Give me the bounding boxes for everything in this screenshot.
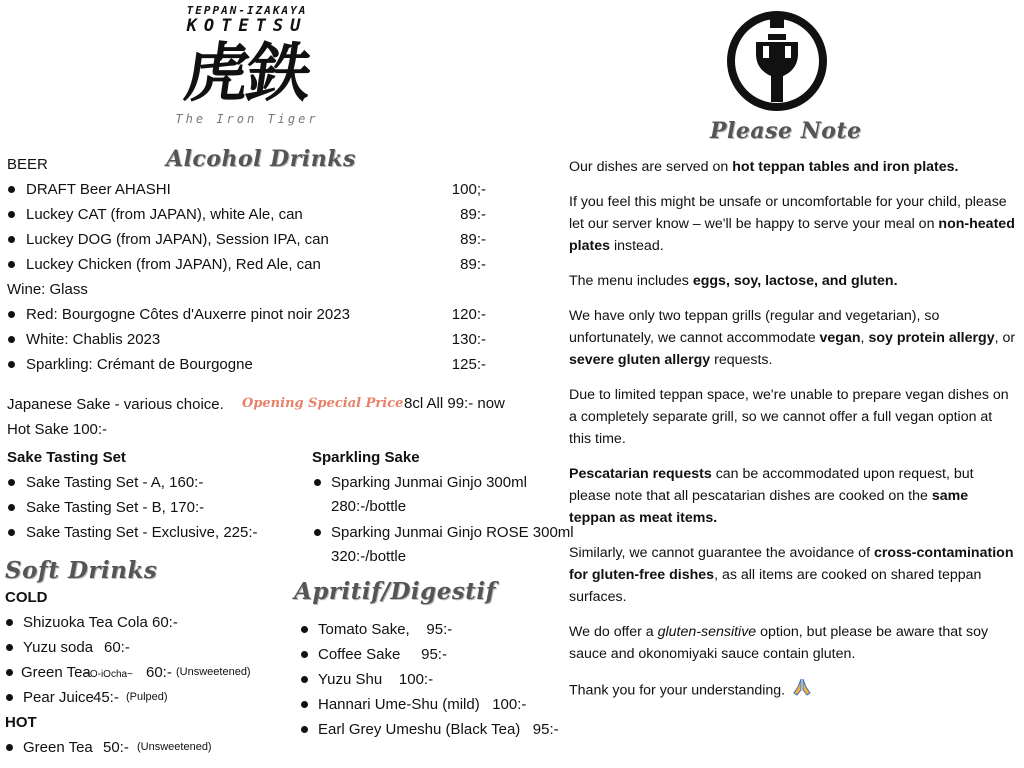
soft-drink-name: Pear Juice [23, 689, 94, 706]
beer-name: DRAFT Beer AHASHI [26, 181, 171, 198]
aperitif-item: Yuzu Shu 100:- [318, 671, 434, 688]
aperitif-heading: Apritif/Digestif [294, 578, 497, 605]
beer-price: 89:- [460, 206, 486, 223]
note-paragraph [569, 678, 1017, 703]
bullet-icon [301, 726, 308, 733]
wine-price: 120:- [451, 306, 486, 323]
soft-drink-price: 60:- [152, 614, 178, 631]
soft-drink-name: Green Tea [23, 739, 93, 756]
sake-tasting-item: Sake Tasting Set - B, 170:- [26, 499, 205, 516]
sake-line: Japanese Sake - various choice. [7, 396, 224, 413]
soft-drink-name: Yuzu soda [23, 639, 94, 656]
bullet-icon [8, 211, 15, 218]
sake-tasting-item: Sake Tasting Set - A, 160:- [26, 474, 204, 491]
sake-tasting-item: Sake Tasting Set - Exclusive, 225:- [26, 524, 258, 541]
soft-drink-subname: ~O-iOcha~ [84, 669, 133, 680]
bullet-icon [6, 744, 13, 751]
bullet-icon [8, 186, 15, 193]
logo-subtitle: The Iron Tiger [175, 112, 319, 126]
bullet-icon [8, 479, 15, 486]
wine-name: Red: Bourgogne Côtes d'Auxerre pinot noir 2023 [26, 306, 350, 323]
bullet-icon [314, 479, 321, 486]
bullet-icon [301, 651, 308, 658]
beer-price: 100;- [451, 181, 486, 198]
note-paragraph: Due to limited teppan space, we're unable to prepare vegan dishes on a completely separate grill, so we cannot offer a full vegan option at this time. [569, 387, 1009, 447]
sparkling-sake-name: Sparking Junmai Ginjo ROSE 300ml [331, 524, 574, 541]
bullet-icon [301, 626, 308, 633]
note-paragraph: Similarly, we cannot guarantee the avoidance of cross-contamination for gluten-free dishes, as all items are cooked on shared teppan surfaces. [569, 545, 1014, 605]
sparkling-sake-heading: Sparkling Sake [312, 449, 420, 466]
wine-name: Sparkling: Crémant de Bourgogne [26, 356, 253, 373]
teppan-spatula-icon [726, 10, 828, 112]
bullet-icon [301, 676, 308, 683]
special-price-text: 8cl All 99:- now [404, 395, 505, 412]
cold-label: COLD [5, 589, 48, 606]
soft-drink-name: Green Tea [21, 664, 91, 681]
logo [166, 4, 328, 140]
soft-drink-name: Shizuoka Tea Cola [23, 614, 148, 631]
bullet-icon [8, 361, 15, 368]
bullet-icon [6, 644, 13, 651]
note-paragraph: Our dishes are served on hot teppan tables and iron plates. [569, 159, 959, 175]
aperitif-item: Tomato Sake, 95:- [318, 621, 453, 638]
soft-drink-price: 45:- [93, 689, 119, 706]
logo-kanji: 虎鉄 [179, 36, 315, 111]
aperitif-item: Hannari Ume-Shu (mild) 100:- [318, 696, 527, 713]
bullet-icon [8, 504, 15, 511]
wine-price: 125:- [451, 356, 486, 373]
bullet-icon [8, 311, 15, 318]
soft-drink-price: 60:- [104, 639, 130, 656]
beer-name: Luckey CAT (from JAPAN), white Ale, can [26, 206, 303, 223]
bullet-icon [6, 694, 13, 701]
aperitif-item: Earl Grey Umeshu (Black Tea) 95:- [318, 721, 559, 738]
beer-name: Luckey Chicken (from JAPAN), Red Ale, can [26, 256, 321, 273]
logo-name: KOTETSU [186, 16, 308, 36]
pray-hands-icon [792, 678, 812, 703]
hot-label: HOT [5, 714, 37, 731]
sake-tasting-heading: Sake Tasting Set [7, 449, 126, 466]
note-paragraph: We do offer a gluten-sensitive option, but please be aware that soy sauce and okonomiyaki sauce contain gluten. [569, 624, 989, 662]
sparkling-sake-price: 280:-/bottle [331, 498, 407, 515]
beer-label: BEER [7, 156, 48, 173]
thank-you-text: Thank you for your understanding. [569, 682, 786, 699]
bullet-icon [8, 336, 15, 343]
wine-name: White: Chablis 2023 [26, 331, 161, 348]
soft-drink-price: 50:- [103, 739, 129, 756]
bullet-icon [301, 701, 308, 708]
bullet-icon [314, 529, 321, 536]
wine-price: 130:- [451, 331, 486, 348]
logo-top-text: TEPPAN-IZAKAYA [186, 4, 308, 17]
alcohol-drinks-heading: Alcohol Drinks [166, 146, 356, 172]
soft-drinks-heading: Soft Drinks [5, 557, 158, 584]
opening-special-label: Opening Special Price [242, 396, 404, 411]
note-paragraph: The menu includes eggs, soy, lactose, and gluten. [569, 273, 898, 289]
please-note-heading: Please Note [710, 118, 862, 144]
aperitif-item: Coffee Sake 95:- [318, 646, 447, 663]
beer-price: 89:- [460, 231, 486, 248]
bullet-icon [6, 619, 13, 626]
beer-name: Luckey DOG (from JAPAN), Session IPA, can [26, 231, 329, 248]
bullet-icon [8, 236, 15, 243]
note-paragraph: If you feel this might be unsafe or uncomfortable for your child, please let our server know – we'll be happy to serve your meal on non-heated plates instead. [569, 194, 1015, 254]
soft-drink-note: (Unsweetened) [176, 666, 251, 678]
beer-price: 89:- [460, 256, 486, 273]
allergy-notice [569, 156, 1017, 716]
bullet-icon [8, 529, 15, 536]
sparkling-sake-name: Sparking Junmai Ginjo 300ml [331, 474, 527, 491]
sparkling-sake-price: 320:-/bottle [331, 548, 407, 565]
hot-sake-line: Hot Sake 100:- [7, 421, 108, 438]
soft-drink-note: (Pulped) [126, 691, 168, 703]
soft-drink-price: 60:- [146, 664, 172, 681]
note-paragraph: We have only two teppan grills (regular and vegetarian), so unfortunately, we cannot accommodate vegan, soy protein allergy, or severe gluten allergy requests. [569, 308, 1016, 368]
bullet-icon [6, 669, 13, 676]
note-paragraph: Pescatarian requests can be accommodated upon request, but please note that all pescatarian dishes are cooked on the same teppan as meat items. [569, 466, 974, 526]
wine-label: Wine: Glass [7, 281, 88, 298]
soft-drink-note: (Unsweetened) [137, 741, 212, 753]
bullet-icon [8, 261, 15, 268]
